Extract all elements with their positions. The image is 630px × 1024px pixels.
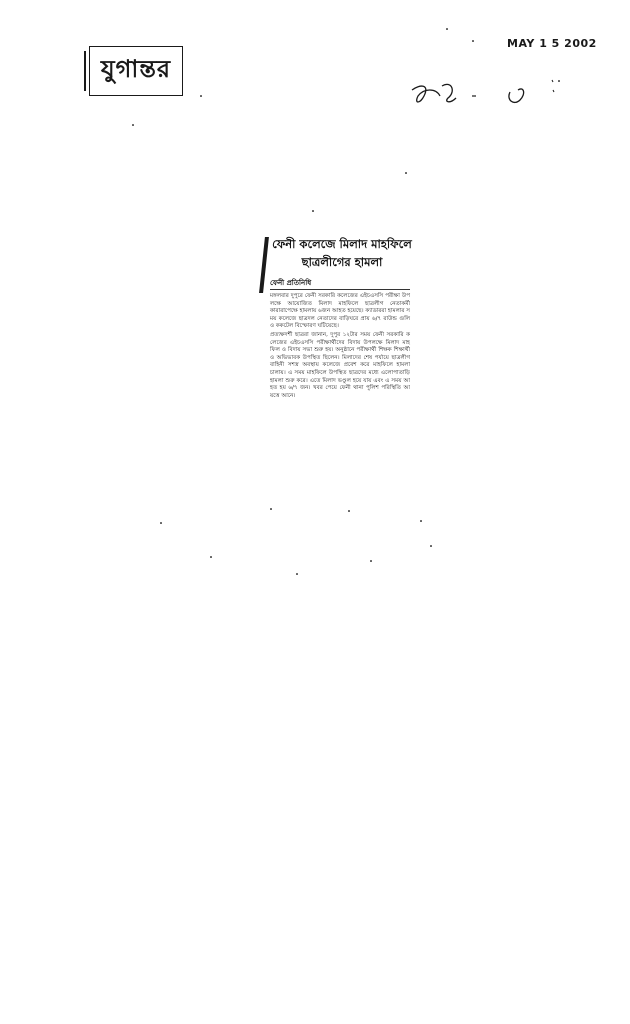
scan-speck: [558, 80, 560, 82]
article-body: [270, 293, 410, 400]
byline-divider: [270, 289, 410, 290]
scan-speck: [472, 40, 474, 42]
article-paragraph-1: মঙ্গলবার দুপুরে ফেনী সরকারি কলেজের এইচএসসি পরীক্ষা উপলক্ষে আয়োজিত মিলাদ মাহফিলে ছাত্রলীগ নেতাকর্মী কারারাপেক্ষে হামলায় ৬জন আহত হয়েছে। ক্যাডাররা হামলার সময় কলেজে ছাত্রদল নেতাদের বাড়িঘরে প্রায় ৬/৭ রাউন্ড গুলি ও ককটেল বিস্ফোরণ ঘটিয়েছে।: [270, 293, 410, 330]
scan-speck: [160, 522, 162, 524]
newspaper-masthead: যুগান্তর: [89, 46, 183, 96]
scan-speck: [312, 210, 314, 212]
scan-speck: [132, 124, 134, 126]
date-stamp: MAY 1 5 2002: [507, 37, 597, 50]
headline-line-2: ছাত্রলীগের হামলা: [301, 255, 383, 269]
scan-speck: [296, 573, 298, 575]
scan-speck: [370, 560, 372, 562]
article-headline: [270, 235, 414, 271]
scan-speck: [270, 508, 272, 510]
handwritten-note: [390, 70, 560, 120]
newspaper-clipping: [262, 233, 414, 495]
scan-speck: [200, 95, 202, 97]
scan-speck: [446, 28, 448, 30]
scan-speck: [210, 556, 212, 558]
headline-line-1: ফেনী কলেজে মিলাদ মাহফিলে: [272, 237, 412, 251]
headline-bar: [259, 237, 269, 293]
scan-speck: [420, 520, 422, 522]
article-paragraph-2: প্রত্যক্ষদর্শী ছাত্ররা জানান, দুপুর ১২টার সময় ফেনী সরকারি কলেজের এইচএসসি পরীক্ষার্থীদের বিদায় উপলক্ষে মিলাদ মাহফিল ও বিদায় সভা শুরু হয়। অনুষ্ঠানে পরীক্ষার্থী শিক্ষক শিক্ষার্থী ও অভিভাবক উপস্থিত ছিলেন। মিলাদের শেষ পর্যায়ে ছাত্রলীগ বাহিনী সশস্ত্র অবস্থায় কলেজে প্রবেশ করে মাহফিলে হামলা চালায়। এ সময় মাহফিলে উপস্থিত ছাত্রদের মধ্যে এলোপাতাড়ি হামলা শুরু করে। এতে মিলাদ ভণ্ডুল হয়ে যায় এবং এ সময় আহত হয় ৬/৭ জন। খবর পেয়ে ফেনী থানা পুলিশ পরিস্থিতি আয়ত্তে আনে।: [270, 331, 410, 399]
scan-speck: [430, 545, 432, 547]
article-byline: ফেনী প্রতিনিধি: [270, 279, 312, 287]
scan-speck: [348, 510, 350, 512]
scan-speck: [405, 172, 407, 174]
handwriting-scribble: [390, 70, 560, 120]
